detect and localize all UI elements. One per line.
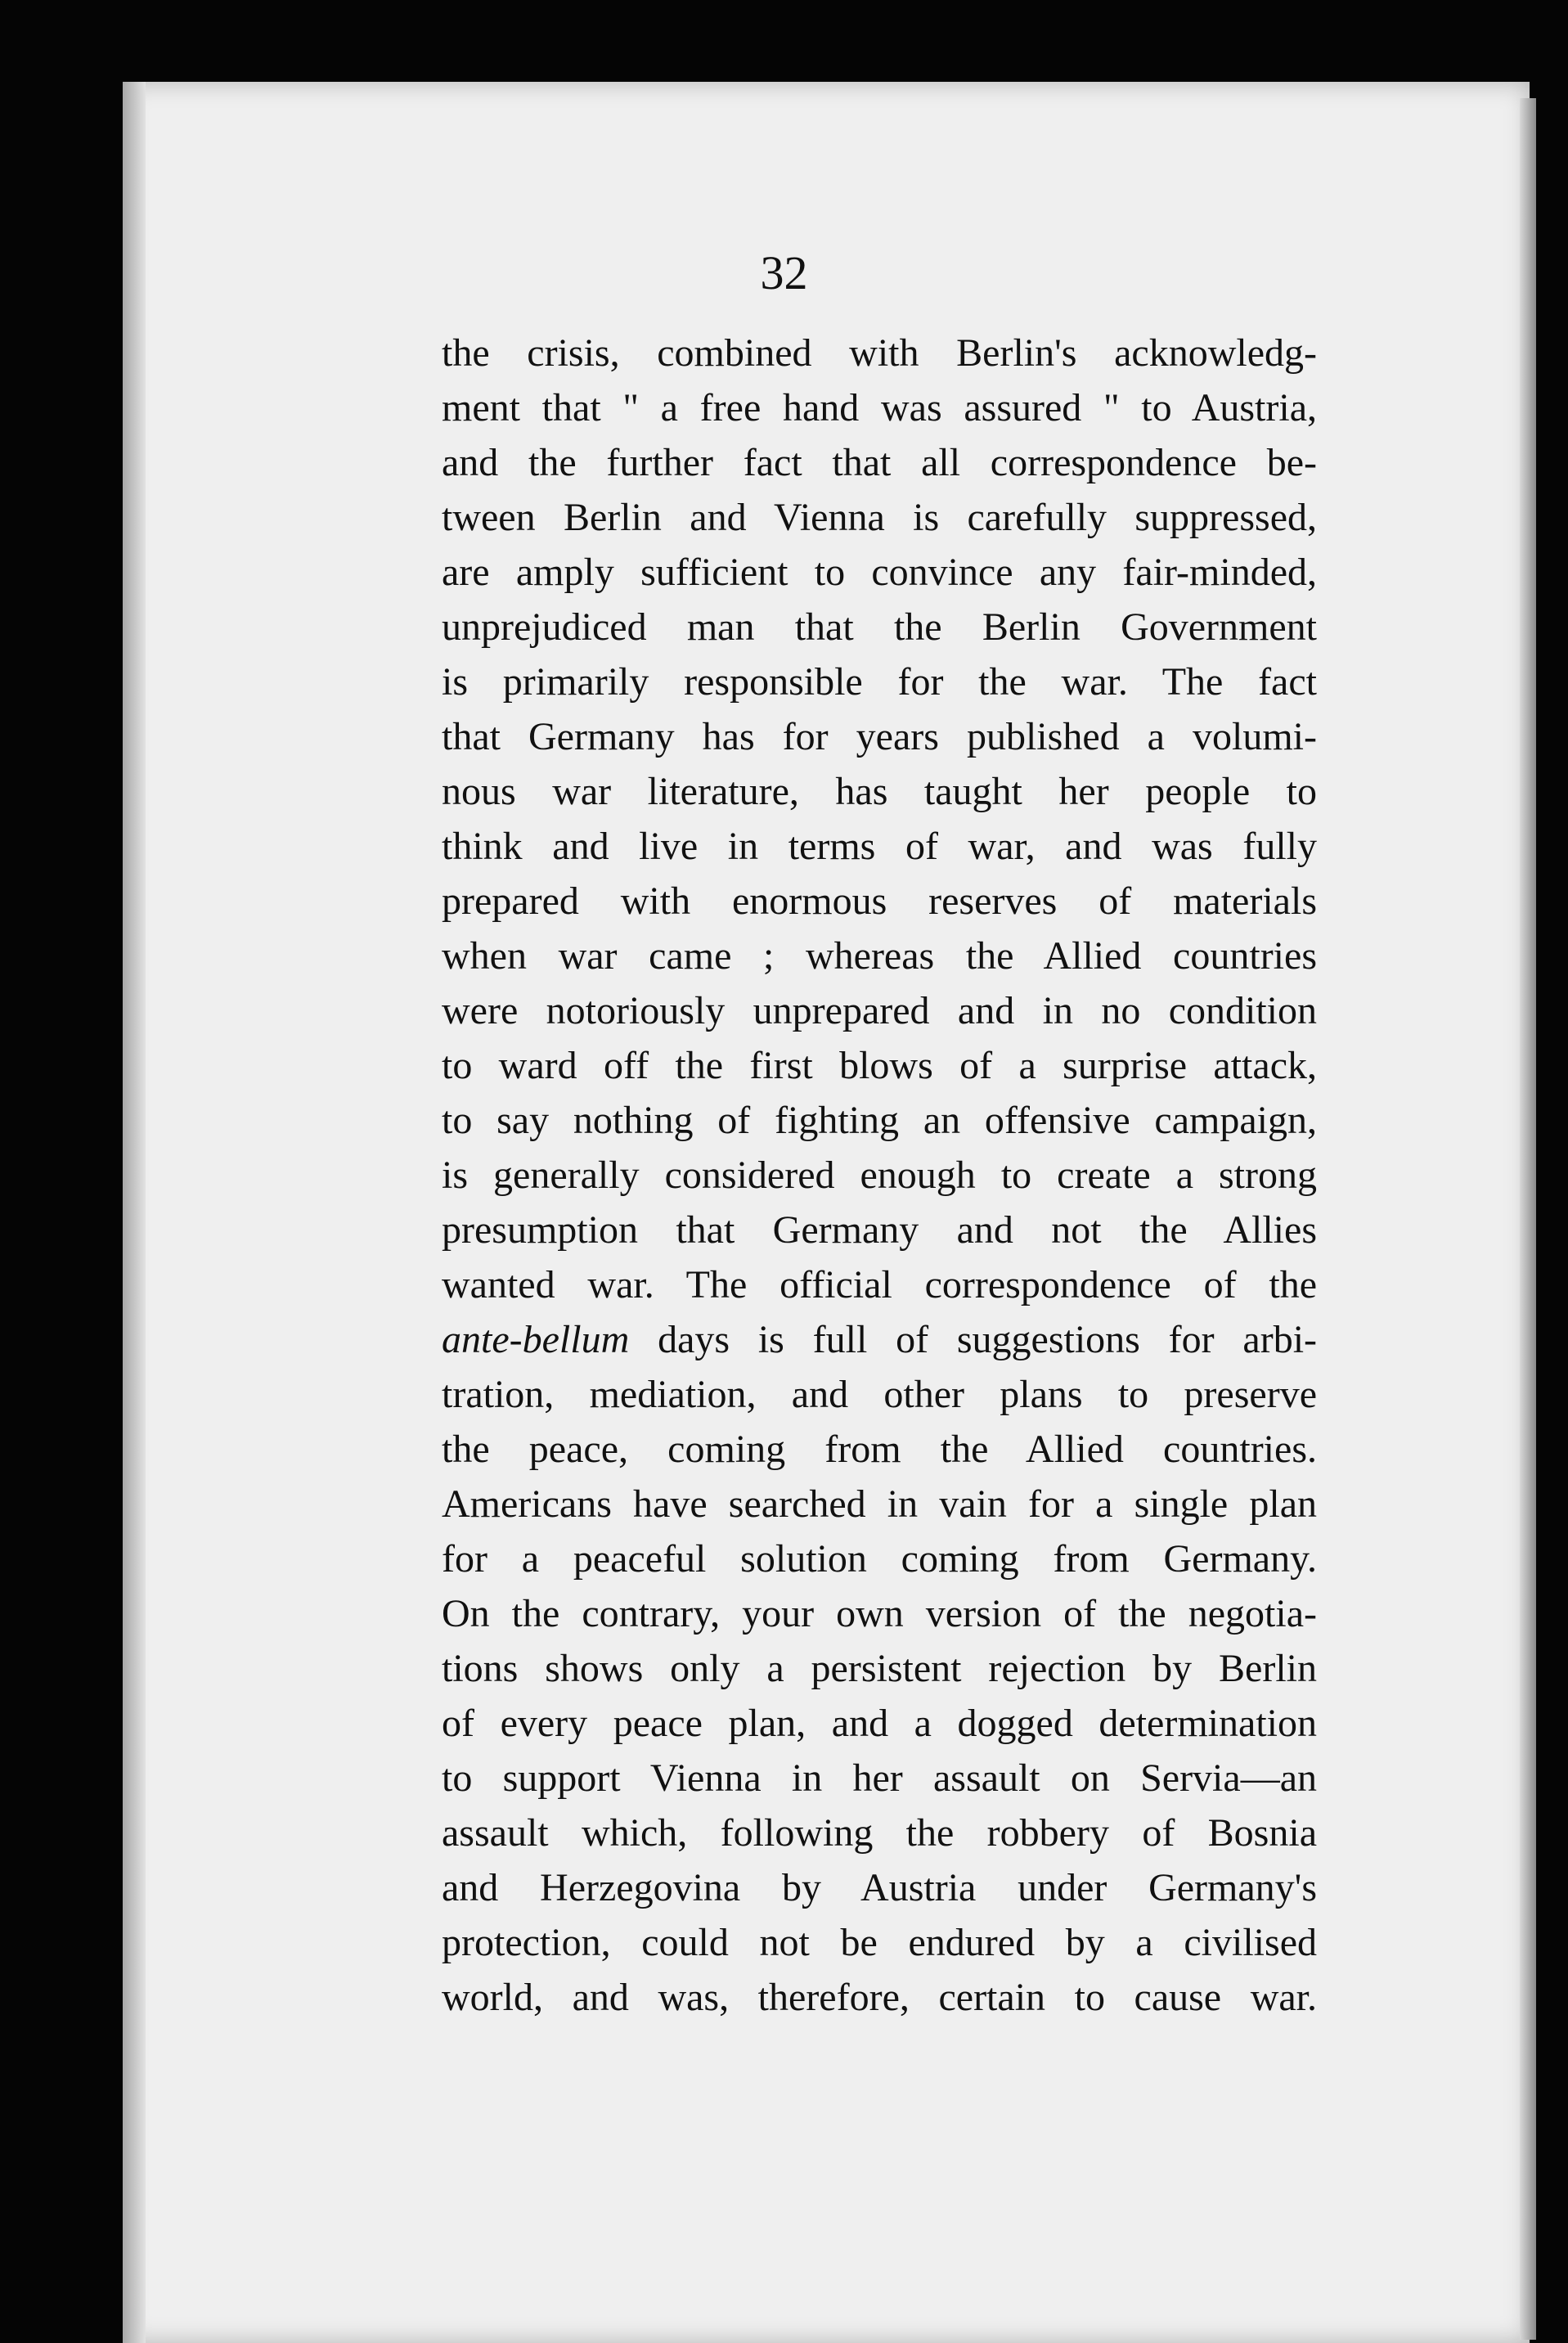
- text-line: when war came ; whereas the Allied countries: [442, 934, 1317, 978]
- text-line: tween Berlin and Vienna is carefully suppressed,: [442, 496, 1317, 539]
- text-line: nous war literature, has taught her people to: [442, 770, 1317, 813]
- page-number: 32: [760, 246, 808, 299]
- text-line: wanted war. The official correspondence of the: [442, 1263, 1317, 1306]
- text-line: to ward off the first blows of a surprise attack,: [442, 1044, 1317, 1087]
- text-line: Americans have searched in vain for a single plan: [442, 1482, 1317, 1526]
- text-line: that Germany has for years published a volumi-: [442, 715, 1317, 758]
- text-line: were notoriously unprepared and in no condition: [442, 989, 1317, 1032]
- text-line: are amply sufficient to convince any fair-minded,: [442, 551, 1317, 594]
- text-line: tration, mediation, and other plans to preserve: [442, 1373, 1317, 1416]
- text-line: ment that " a free hand was assured " to Austria,: [442, 386, 1317, 429]
- page-binding-shadow: [123, 82, 146, 2343]
- text-line: to support Vienna in her assault on Servia—an: [442, 1756, 1317, 1800]
- italic-phrase: ante-bellum: [442, 1318, 630, 1361]
- text-line: of every peace plan, and a dogged determination: [442, 1702, 1317, 1745]
- text-line: On the contrary, your own version of the negotia-: [442, 1592, 1317, 1635]
- page-edge: [1520, 98, 1536, 2340]
- text-line: is primarily responsible for the war. The fact: [442, 660, 1317, 704]
- text-line: think and live in terms of war, and was fully: [442, 825, 1317, 868]
- text-line: the peace, coming from the Allied countries.: [442, 1428, 1317, 1471]
- body-text: [442, 326, 1317, 2025]
- text-line: unprejudiced man that the Berlin Government: [442, 605, 1317, 649]
- text-line: presumption that Germany and not the Allies: [442, 1208, 1317, 1252]
- text-line: tions shows only a persistent rejection by Berlin: [442, 1647, 1317, 1690]
- text-line: and Herzegovina by Austria under Germany's: [442, 1866, 1317, 1909]
- text-line: world, and was, therefore, certain to cause war.: [442, 1976, 1317, 2019]
- text-line: is generally considered enough to create a strong: [442, 1154, 1317, 1197]
- text-line: assault which, following the robbery of Bosnia: [442, 1811, 1317, 1855]
- text-line: protection, could not be endured by a civilised: [442, 1921, 1317, 1964]
- text-line: and the further fact that all correspondence be-: [442, 441, 1317, 484]
- text-line: prepared with enormous reserves of materials: [442, 879, 1317, 923]
- text-line: for a peaceful solution coming from Germany.: [442, 1537, 1317, 1581]
- text-line: to say nothing of fighting an offensive campaign,: [442, 1099, 1317, 1142]
- text-line: the crisis, combined with Berlin's acknowledg-: [442, 331, 1317, 375]
- text-line-remainder: days is full of suggestions for arbi-: [658, 1318, 1318, 1361]
- text-line-with-italic: [442, 1312, 1317, 1367]
